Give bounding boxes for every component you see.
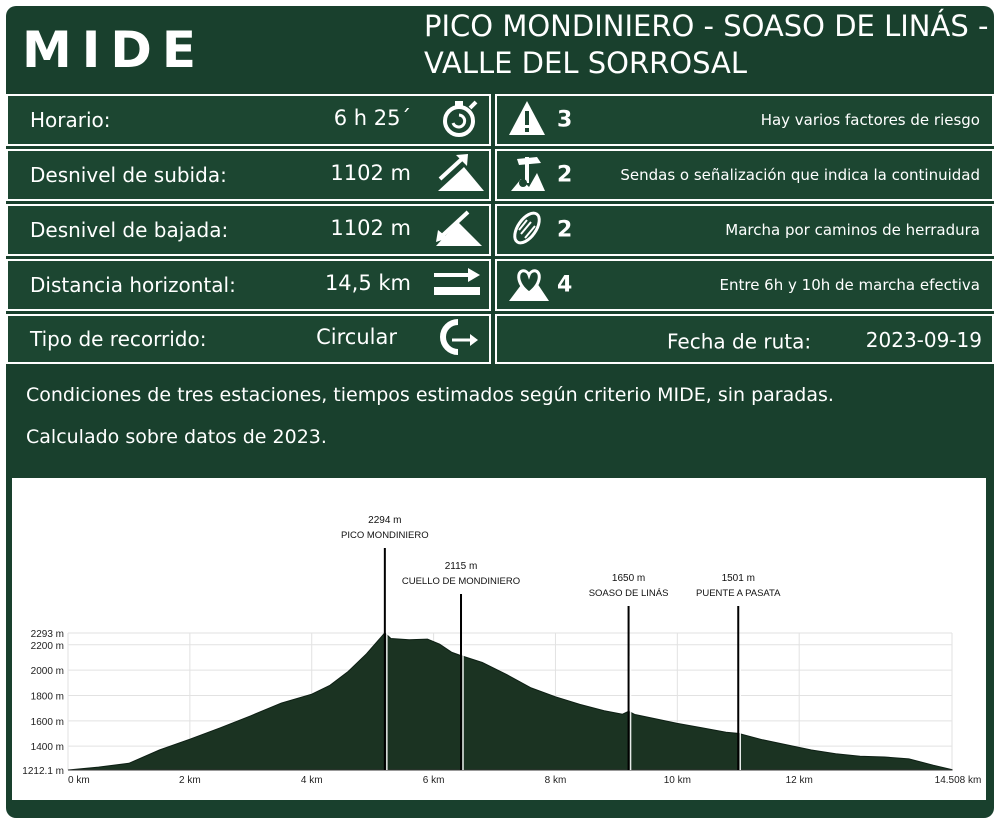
mide-logo	[20, 12, 400, 84]
notes-panel	[6, 366, 994, 462]
waypoint-name: PUENTE A PASATA	[696, 588, 781, 599]
waypoint-name: SOASO DE LINÁS	[588, 588, 669, 599]
row-fecha	[495, 314, 994, 364]
row-horario	[6, 94, 491, 146]
distancia-value: 14,5 km	[324, 271, 411, 296]
tipo-label: Tipo de recorrido:	[30, 327, 207, 351]
waypoint-name: PICO MONDINIERO	[341, 530, 429, 541]
descent-icon	[432, 208, 484, 252]
y-tick-label: 2200 m	[30, 640, 64, 652]
signpost-icon	[507, 153, 547, 197]
y-tick-label: 1600 m	[30, 716, 64, 728]
subida-label: Desnivel de subida:	[30, 163, 227, 187]
y-tick-label: 2293 m	[30, 629, 64, 640]
y-tick-label: 1400 m	[30, 742, 64, 754]
x-tick-label: 14.508 km	[934, 775, 982, 786]
x-tick-label: 12 km	[785, 775, 813, 786]
waypoint-elevation: 1650 m	[611, 573, 646, 584]
bajada-label: Desnivel de bajada:	[30, 218, 229, 242]
distancia-label: Distancia horizontal:	[30, 273, 236, 297]
x-tick-label: 8 km	[544, 775, 567, 786]
itinerario-score: 2	[557, 162, 573, 188]
fecha-label: Fecha de ruta:	[667, 329, 812, 354]
fecha-value: 2023-09-19	[865, 328, 982, 353]
waypoint-elevation: 2294 m	[368, 515, 402, 526]
row-subida	[6, 149, 491, 201]
y-tick-label: 1212.1 m	[22, 766, 64, 777]
x-tick-label: 10 km	[663, 775, 691, 786]
note-line-2: Calculado sobre datos de 2023.	[26, 426, 327, 448]
elevation-chart	[12, 478, 986, 800]
subida-value: 1102 m	[330, 161, 411, 186]
waypoint-elevation: 2115 m	[444, 561, 478, 572]
elevation-profile-svg	[12, 478, 986, 800]
row-desplazamiento	[495, 204, 994, 256]
row-medio	[495, 94, 994, 146]
desplazamiento-score: 2	[557, 217, 573, 243]
x-tick-label: 4 km	[300, 775, 323, 786]
horario-value: 6 h 25´	[333, 106, 411, 131]
route-title: PICO MONDINIERO - SOASO DE LINÁS - VALLE DEL SORROSAL	[424, 9, 989, 80]
circular-icon	[432, 316, 480, 362]
x-tick-label: 2 km	[179, 775, 201, 786]
row-distancia	[6, 259, 491, 311]
medio-score: 3	[557, 107, 573, 133]
stopwatch-icon	[440, 98, 482, 142]
tipo-value: Circular	[316, 325, 397, 350]
y-tick-label: 1800 m	[30, 691, 64, 703]
heart-mountain-icon	[507, 263, 551, 307]
esfuerzo-desc: Entre 6h y 10h de marcha efectiva	[719, 276, 980, 294]
horario-label: Horario:	[30, 108, 111, 132]
itinerario-desc: Sendas o señalización que indica la continuidad	[620, 166, 980, 184]
note-line-1: Condiciones de tres estaciones, tiempos estimados según criterio MIDE, sin paradas.	[26, 384, 834, 406]
y-tick-label: 2000 m	[30, 666, 64, 678]
warning-icon	[507, 99, 547, 141]
ascent-icon	[434, 153, 486, 197]
footprint-icon	[507, 208, 547, 252]
x-tick-label: 0 km	[68, 775, 90, 786]
desplazamiento-desc: Marcha por caminos de herradura	[725, 221, 980, 239]
row-tipo	[6, 314, 491, 364]
logo-text: MIDE	[22, 21, 207, 79]
x-tick-label: 6 km	[422, 775, 445, 786]
medio-desc: Hay varios factores de riesgo	[760, 111, 980, 129]
row-bajada	[6, 204, 491, 256]
row-esfuerzo	[495, 259, 994, 311]
distance-icon	[432, 265, 482, 305]
elevation-profile-area	[68, 633, 952, 770]
bajada-value: 1102 m	[330, 216, 411, 241]
row-itinerario	[495, 149, 994, 201]
waypoint-elevation: 1501 m	[721, 573, 755, 584]
esfuerzo-score: 4	[557, 272, 573, 298]
waypoint-name: CUELLO DE MONDINIERO	[401, 576, 521, 587]
